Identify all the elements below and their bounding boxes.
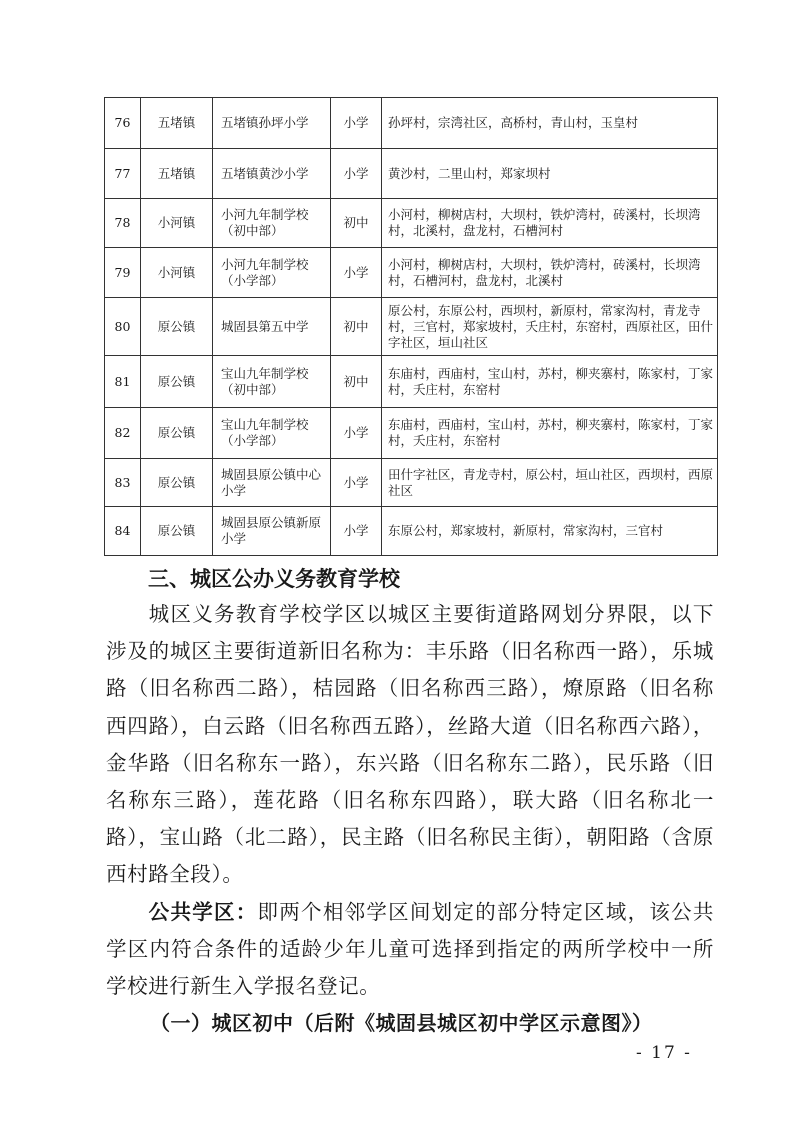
section-heading: 三、城区公办义务教育学校 [148,567,400,591]
school-name: 城固县第五中学 [213,298,331,356]
school-level: 初中 [331,199,382,248]
public-zone-term: 公共学区： [148,899,258,924]
table-row [105,408,718,459]
enrollment-area: 东原公村，郑家坡村，新原村，常家沟村，三官村 [382,507,718,556]
table-row [105,459,718,507]
town-name: 原公镇 [141,459,213,507]
row-number: 81 [105,356,141,408]
enrollment-area: 小河村，柳树店村，大坝村，铁炉湾村，砖溪村，长坝湾村，北溪村，盘龙村，石槽河村 [382,199,718,248]
streets-paragraph [106,596,714,894]
table-row [105,149,718,199]
town-name: 小河镇 [141,248,213,298]
school-name: 宝山九年制学校（小学部） [213,408,331,459]
public-zone-text: 即两个相邻学区间划定的部分特定区域，该公共学区内符合条件的适龄少年儿童可选择到指定的两所学校中一所学校进行新生入学报名登记。 [106,899,714,999]
page-number: - 17 - [636,1043,692,1064]
subsection-heading: （一）城区初中（后附《城固县城区初中学区示意图》） [150,1011,653,1036]
town-name: 原公镇 [141,408,213,459]
table-row [105,507,718,556]
town-name: 小河镇 [141,199,213,248]
school-name: 小河九年制学校（初中部） [213,199,331,248]
school-name: 五堵镇黄沙小学 [213,149,331,199]
town-name: 五堵镇 [141,149,213,199]
public-zone-paragraph [106,894,714,1006]
school-level: 小学 [331,507,382,556]
section-three [106,562,714,1065]
school-name: 城固县原公镇中心小学 [213,459,331,507]
row-number: 76 [105,98,141,149]
school-level: 小学 [331,459,382,507]
table-row [105,98,718,149]
enrollment-area: 小河村，柳树店村，大坝村，铁炉湾村，砖溪村，长坝湾村，石槽河村，盘龙村，北溪村 [382,248,718,298]
table-row [105,356,718,408]
school-name: 城固县原公镇新原小学 [213,507,331,556]
school-district-table [104,97,718,556]
school-level: 小学 [331,149,382,199]
enrollment-area: 田什字社区，青龙寺村，原公村，垣山社区，西坝村，西原社区 [382,459,718,507]
row-number: 79 [105,248,141,298]
table-row [105,199,718,248]
school-level: 小学 [331,98,382,149]
row-number: 78 [105,199,141,248]
school-level: 初中 [331,356,382,408]
row-number: 80 [105,298,141,356]
school-level: 小学 [331,248,382,298]
enrollment-area: 原公村，东原公村，西坝村，新原村，常家沟村，青龙寺村，三官村，郑家坡村，夭庄村，东窑村，西原社区，田什字社区，垣山社区 [382,298,718,356]
enrollment-area: 黄沙村，二里山村，郑家坝村 [382,149,718,199]
enrollment-area: 东庙村，西庙村，宝山村，苏村，柳夹寨村，陈家村，丁家村，夭庄村，东窑村 [382,356,718,408]
row-number: 77 [105,149,141,199]
row-number: 82 [105,408,141,459]
school-name: 宝山九年制学校（初中部） [213,356,331,408]
enrollment-area: 孙坪村，宗湾社区，高桥村，青山村，玉皇村 [382,98,718,149]
enrollment-area: 东庙村，西庙村，宝山村，苏村，柳夹寨村，陈家村，丁家村，夭庄村，东窑村 [382,408,718,459]
town-name: 原公镇 [141,298,213,356]
school-level: 初中 [331,298,382,356]
table-row [105,298,718,356]
town-name: 原公镇 [141,356,213,408]
town-name: 原公镇 [141,507,213,556]
row-number: 84 [105,507,141,556]
school-name: 五堵镇孙坪小学 [213,98,331,149]
table-row [105,248,718,298]
school-level: 小学 [331,408,382,459]
town-name: 五堵镇 [141,98,213,149]
streets-paragraph-text: 城区义务教育学校学区以城区主要街道路网划分界限，以下涉及的城区主要街道新旧名称为：丰乐路（旧名称西一路），乐城路（旧名称西二路），桔园路（旧名称西三路），燎原路（旧名称西四路），白云路（旧名称西五路），丝路大道（旧名称西六路），金华路（旧名称东一路），东兴路（旧名称东二路），民乐路（旧名称东三路），莲花路（旧名称东四路），联大路（旧名称北一路），宝山路（北二路），民主路（旧名称民主街），朝阳路（含原西村路全段）。 [106,602,714,887]
row-number: 83 [105,459,141,507]
school-name: 小河九年制学校（小学部） [213,248,331,298]
